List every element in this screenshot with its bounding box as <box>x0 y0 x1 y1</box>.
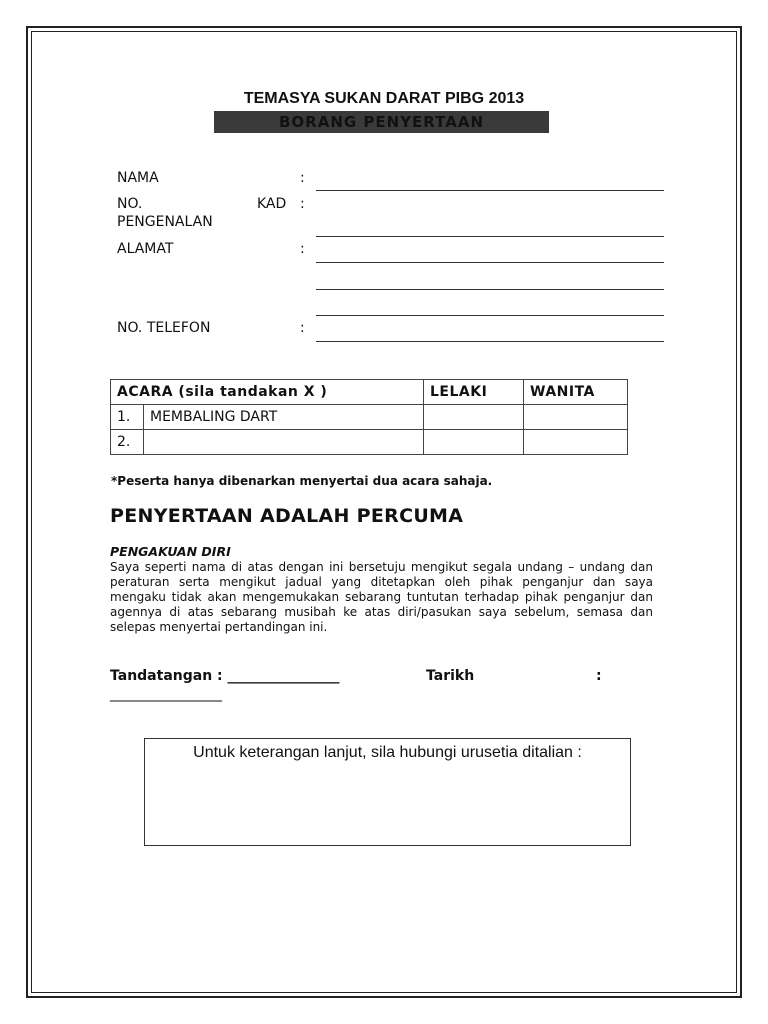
label-kad: KAD <box>257 196 287 212</box>
date-label: Tarikh <box>426 668 475 684</box>
nama-line[interactable] <box>316 190 664 191</box>
declaration-body: Saya seperti nama di atas dengan ini bersetuju mengikut segala undang – undang dan peraturan serta mengikut jadual yang ditetapkan oleh pihak penganjur dan saya mengaku tidak akan mengemukakan sebarang tuntutan terhadap pihak penganjur dan agennya di atas sebarang musibah ke atas diri/pasukan saya sebelum, semasa dan selepas menyertai pertandingan ini. <box>110 560 653 634</box>
row-number: 1. <box>111 405 144 430</box>
participation-note: *Peserta hanya dibenarkan menyertai dua acara sahaja. <box>111 474 493 488</box>
header-wanita: WANITA <box>524 380 628 405</box>
form-title: TEMASYA SUKAN DARAT PIBG 2013 <box>243 90 525 107</box>
row-event[interactable] <box>144 430 424 455</box>
free-notice: PENYERTAAN ADALAH PERCUMA <box>110 505 464 527</box>
telefon-line[interactable] <box>316 341 664 342</box>
date-line[interactable]: ________________ <box>110 686 222 702</box>
label-kad-no: NO. <box>117 196 143 212</box>
colon: : <box>300 241 305 257</box>
declaration-title: PENGAKUAN DIRI <box>110 544 231 559</box>
alamat-line-3[interactable] <box>316 315 664 316</box>
label-alamat: ALAMAT <box>117 241 174 257</box>
wanita-checkbox-cell[interactable] <box>524 405 628 430</box>
date-colon: : <box>596 668 602 684</box>
wanita-checkbox-cell[interactable] <box>524 430 628 455</box>
table-row <box>111 405 628 430</box>
header-lelaki: LELAKI <box>424 380 524 405</box>
table-header-row <box>111 380 628 405</box>
lelaki-checkbox-cell[interactable] <box>424 405 524 430</box>
alamat-line-2[interactable] <box>316 289 664 290</box>
contact-text: Untuk keterangan lanjut, sila hubungi urusetia ditalian : <box>193 744 582 761</box>
alamat-line-1[interactable] <box>316 262 664 263</box>
label-pengenalan: PENGENALAN <box>117 214 213 230</box>
colon: : <box>300 170 305 186</box>
kad-line[interactable] <box>316 236 664 237</box>
colon: : <box>300 320 305 336</box>
events-table <box>110 379 628 455</box>
colon: : <box>300 196 305 212</box>
label-telefon: NO. TELEFON <box>117 320 211 336</box>
table-row <box>111 430 628 455</box>
row-event: MEMBALING DART <box>144 405 424 430</box>
form-subtitle: BORANG PENYERTAAN <box>214 111 549 133</box>
row-number: 2. <box>111 430 144 455</box>
header-acara: ACARA (sila tandakan X ) <box>111 380 424 405</box>
lelaki-checkbox-cell[interactable] <box>424 430 524 455</box>
signature-label[interactable]: Tandatangan : ________________ <box>110 668 340 684</box>
label-nama: NAMA <box>117 170 159 186</box>
